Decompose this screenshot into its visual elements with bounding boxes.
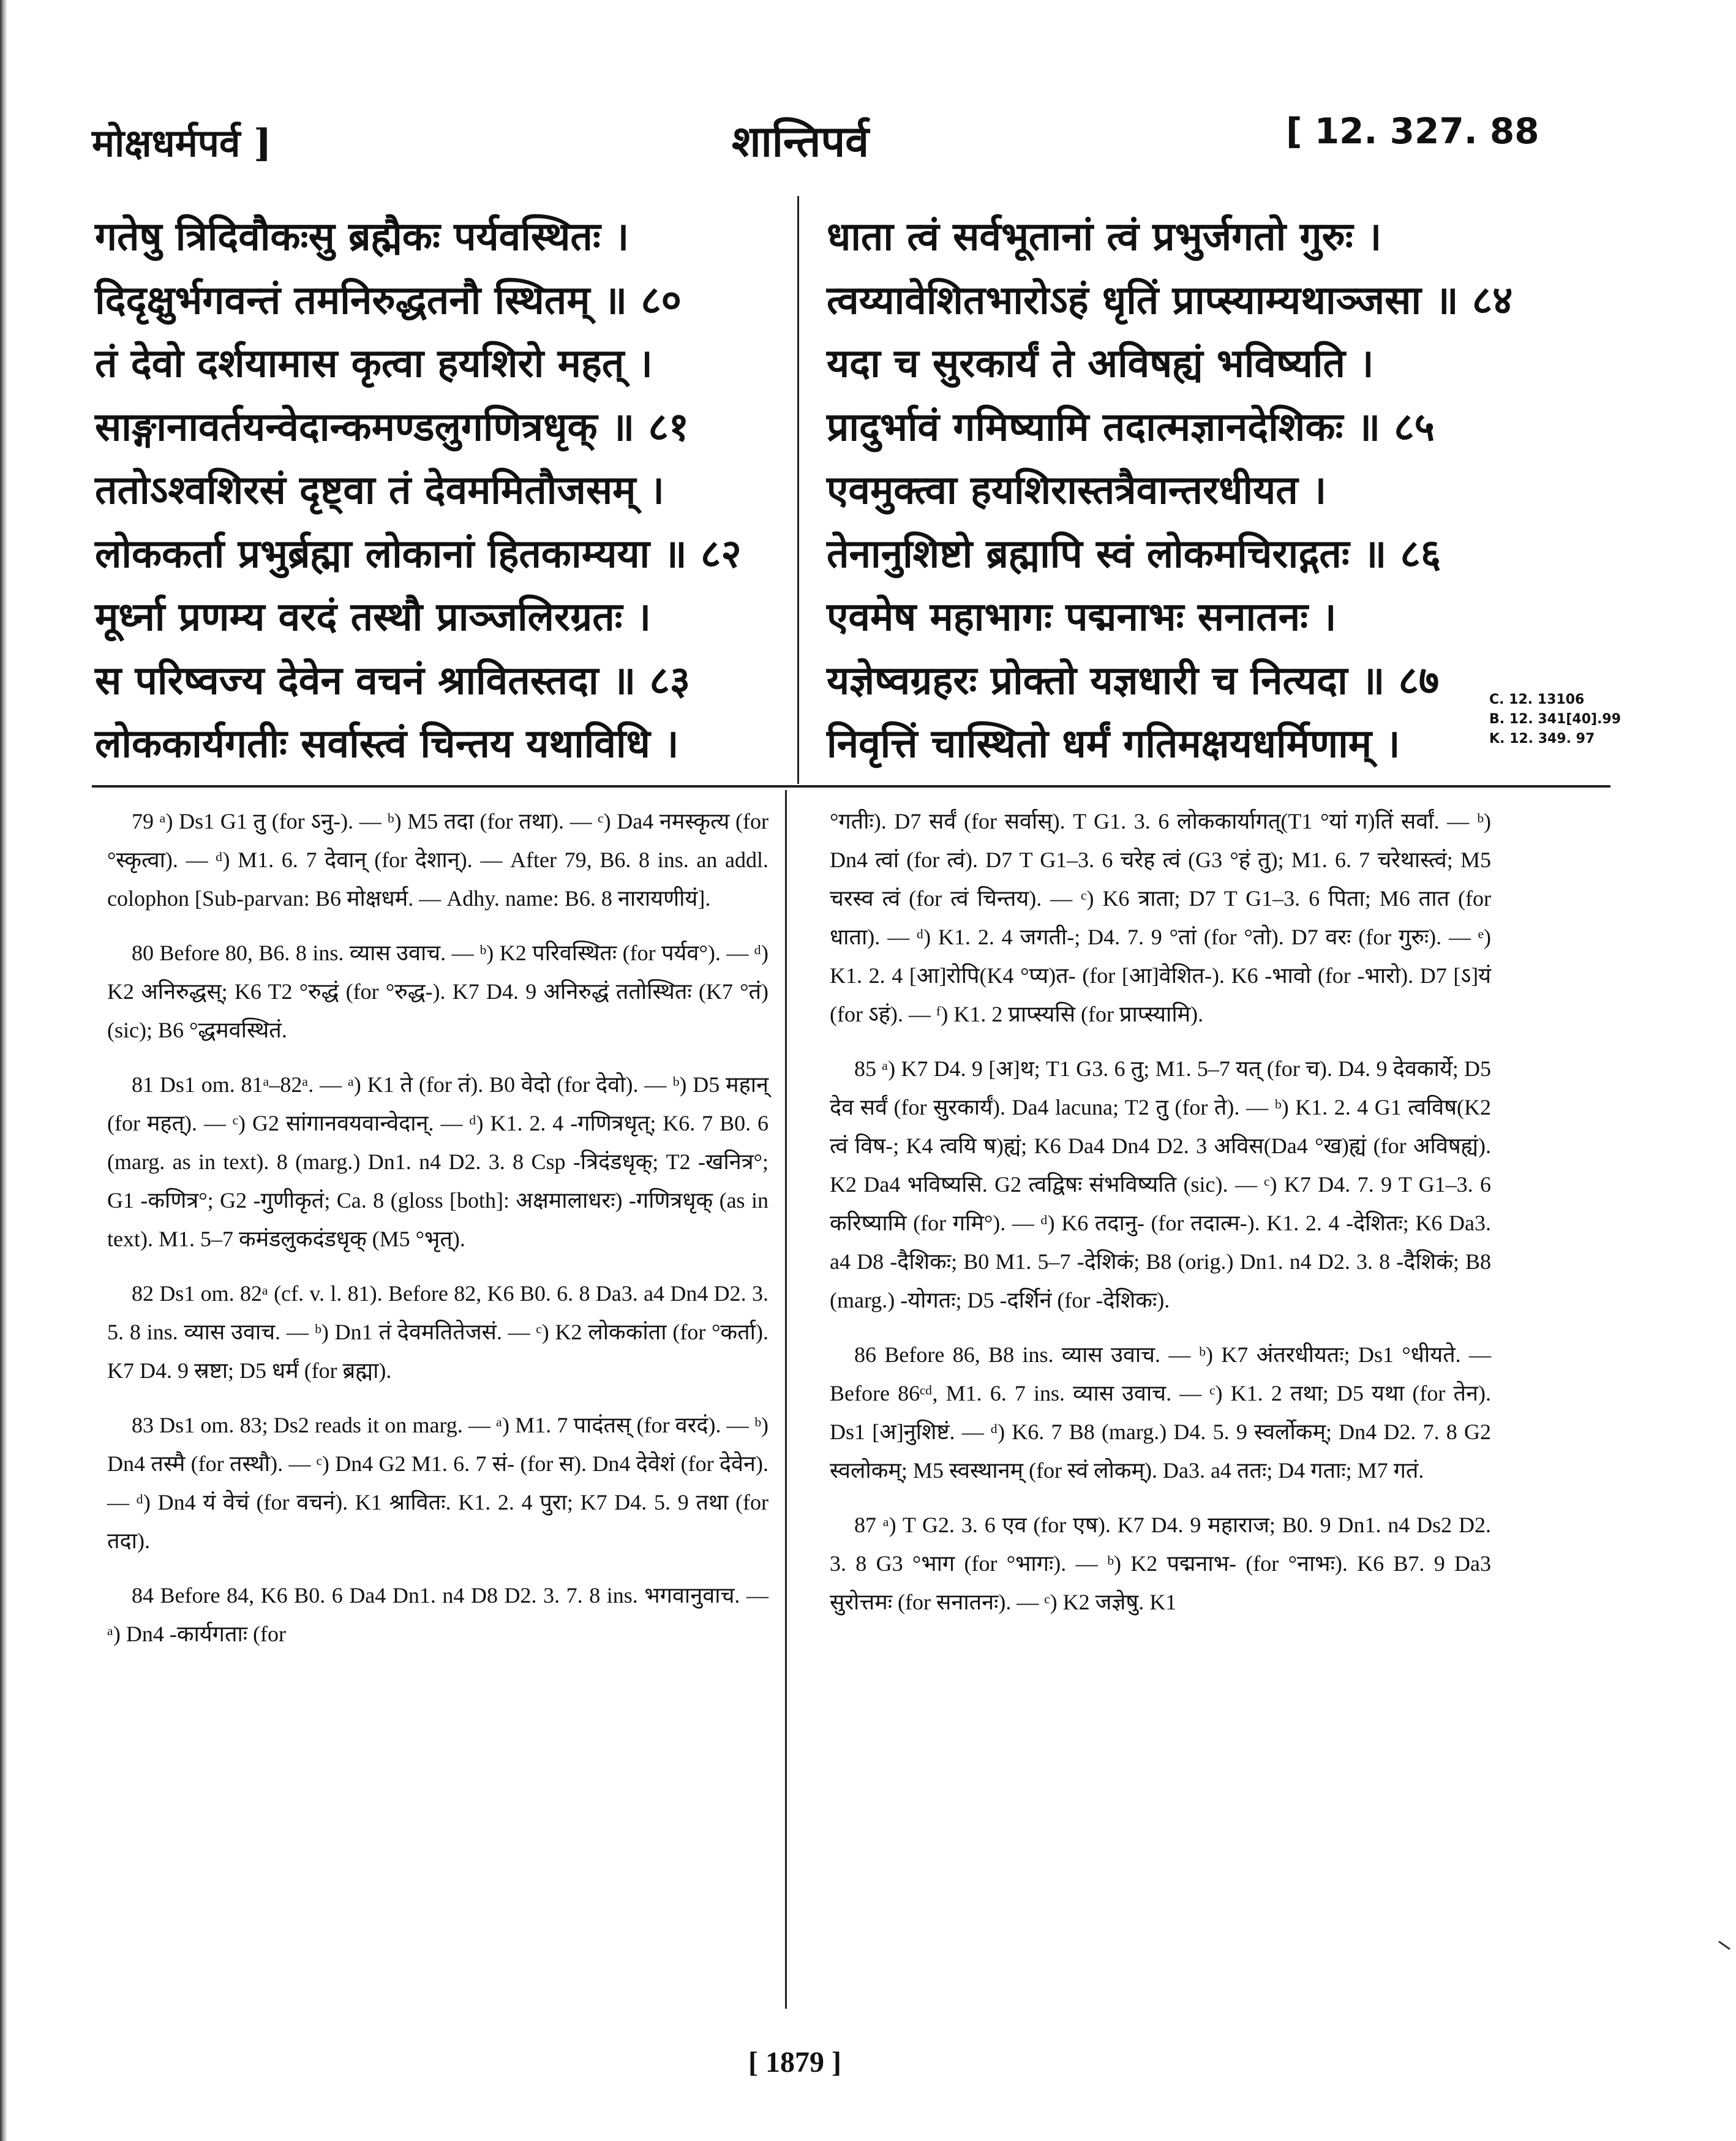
verse-line: गतेषु त्रिदिवौकःसु ब्रह्मैकः पर्यवस्थितः । [95, 214, 629, 260]
note-85: 85 ᵃ) K7 D4. 9 [अ]थ; T1 G3. 6 तु; M1. 5–7 यत् (for च). D4. 9 देवकार्ये; D5 देव सर्वं (for सुरकार्यं). Da4 lacuna; T2 तु (for ते). — ᵇ) K1. 2. 4 G1 त्वविष(K2 त्वं विष-; K4 त्वयि ष)ह्यं; K6 Da4 Dn4 D2. 3 अविस(Da4 °ख)ह्यं (for अविषह्यं). K2 Da4 भविष्यसि. G2 त्वद्विषः संभविष्यति (sic). — ᶜ) K7 D4. 7. 9 T G1–3. 6 करिष्यामि (for गमि°). — ᵈ) K6 तदानु- (for तदात्म-). K1. 2. 4 -देशितः; K6 Da3. a4 D8 -दैशिकः; B0 M1. 5–7 -देशिकं; B8 (orig.) Dn1. n4 D2. 3. 8 -दैशिकं; B8 (marg.) -योगतः; D5 -दर्शिनं (for -देशिकः). [830, 1056, 1491, 1312]
concordance-references [1489, 690, 1621, 749]
note-79: 79 ᵃ) Ds1 G1 तु (for ऽनु-). — ᵇ) M5 तदा (for तथा). — ᶜ) Da4 नमस्कृत्य (for °स्कृत्वा). — ᵈ) M1. 6. 7 देवान् (for देशान्). — After 79, B6. 8 ins. an addl. colophon [Sub-parvan: B6 मोक्षधर्म. — Adhy. name: B6. 8 नारायणीयं]. [107, 809, 768, 911]
verse-line: निवृत्तिं चास्थितो धर्मं गतिमक्षयधर्मिणाम् । [827, 721, 1400, 767]
verse-line: लोककर्ता प्रभुर्ब्रह्मा लोकानां हितकाम्यया ॥ ८२ [95, 530, 742, 577]
column-divider-top [797, 196, 799, 784]
verse-line: लोककार्यगतीः सर्वास्त्वं चिन्तय यथाविधि । [95, 721, 679, 767]
verse-column-right [827, 205, 1512, 776]
column-divider-bottom [785, 790, 787, 2009]
verse-line: यज्ञेष्वग्रहरः प्रोक्तो यज्ञधारी च नित्यदा ॥ ८७ [827, 657, 1440, 704]
verse-line: एवमेष महाभागः पद्मनाभः सनातनः । [827, 594, 1337, 640]
verse-line: त्वय्यावेशितभारोऽहं धृतिं प्राप्स्याम्यथाञ्जसा ॥ ८४ [827, 277, 1513, 323]
header-section-title: मोक्षधर्मपर्व ] [92, 121, 272, 165]
concordance-line: B. 12. 341[40].99 [1489, 712, 1621, 727]
verse-line: एवमुक्त्वा हयशिरास्तत्रैवान्तरधीयत । [827, 467, 1327, 513]
verse-line: धाता त्वं सर्वभूतानां त्वं प्रभुर्जगतो गुरुः । [827, 214, 1382, 260]
margin-mark [1718, 1941, 1730, 1950]
verse-line: तेनानुशिष्टो ब्रह्मापि स्वं लोकमचिराद्गतः ॥ ८६ [827, 530, 1441, 577]
critical-notes-left [107, 802, 768, 1669]
note-87: 87 ᵃ) T G2. 3. 6 एव (for एष). K7 D4. 9 महाराज; B0. 9 Dn1. n4 Ds2 D2. 3. 8 G3 °भाग (for °भागः). — ᵇ) K2 पद्मनाभ- (for °नाभः). K6 B7. 9 Da3 सुरोत्तमः (for सनातनः). — ᶜ) K2 जज्ञेषु. K1 [830, 1513, 1491, 1614]
verse-line: स परिष्वज्य देवेन वचनं श्रावितस्तदा ॥ ८३ [95, 657, 691, 704]
critical-notes-right [830, 802, 1491, 1638]
text-notes-divider [92, 785, 1610, 788]
page-number: [ 1879 ] [748, 2046, 841, 2079]
note-82: 82 Ds1 om. 82ᵃ (cf. v. l. 81). Before 82, K6 B0. 6. 8 Da3. a4 Dn4 D2. 3. 5. 8 ins. व्यास उवाच. — ᵇ) Dn1 तं देवमतितेजसं. — ᶜ) K2 लोककांता (for °कर्ता). K7 D4. 9 स्रष्टा; D5 धर्मं (for ब्रह्मा). [107, 1281, 768, 1383]
note-84-continued: °गतीः). D7 सर्वं (for सर्वास्). T G1. 3. 6 लोककार्यागत्(T1 °यां ग)तिं सर्वां. — ᵇ) Dn4 त्वां (for त्वं). D7 T G1–3. 6 चरेह त्वं (G3 °हं तु); M1. 6. 7 चरेथास्त्वं; M5 चरस्व त्वं (for त्वं चिन्तय). — ᶜ) K6 त्राता; D7 T G1–3. 6 पिता; M6 तात (for धाता). — ᵈ) K1. 2. 4 जगती-; D4. 7. 9 °तां (for °तो). D7 वरः (for गुरुः). — ᵉ) K1. 2. 4 [आ]रोपि(K4 °प्य)त- (for [आ]वेशित-). K6 -भावो (for -भारो). D7 [ऽ]यं (for ऽहं). — ᶠ) K1. 2 प्राप्स्यसि (for प्राप्स्यामि). [830, 809, 1491, 1026]
verse-column-left [95, 205, 742, 776]
note-80: 80 Before 80, B6. 8 ins. व्यास उवाच. — ᵇ) K2 परिवस्थितः (for पर्यव°). — ᵈ) K2 अनिरुद्धस्; K6 T2 °रुद्धं (for °रुद्ध-). K7 D4. 9 अनिरुद्धं ततोस्थितः (K7 °तं) (sic); B6 °द्धमवस्थितं. [107, 941, 768, 1042]
verse-line: मूर्ध्ना प्रणम्य वरदं तस्थौ प्राञ्जलिरग्रतः । [95, 594, 652, 640]
note-83: 83 Ds1 om. 83; Ds2 reads it on marg. — ᵃ) M1. 7 पादंतस् (for वरदं). — ᵇ) Dn4 तस्मै (for तस्थौ). — ᶜ) Dn4 G2 M1. 6. 7 सं- (for स). Dn4 देवेशं (for देवेन). — ᵈ) Dn4 यं वेचं (for वचनं). K1 श्रावितः. K1. 2. 4 पुरा; K7 D4. 5. 9 तथा (for तदा). [107, 1413, 768, 1553]
note-81: 81 Ds1 om. 81ᵃ–82ᵃ. — ᵃ) K1 ते (for तं). B0 वेदो (for देवो). — ᵇ) D5 महान् (for महत्). — ᶜ) G2 सांगानवयवान्वेदान्. — ᵈ) K1. 2. 4 -गणित्रधृत्; K6. 7 B0. 6 (marg. as in text). 8 (marg.) Dn1. n4 D2. 3. 8 Csp -त्रिदंडधृक्; T2 -खनित्र°; G1 -कणित्र°; G2 -गुणीकृतं; Ca. 8 (gloss [both]: अक्षमालाधरः) -गणित्रधृक् (as in text). M1. 5–7 कमंडलुकदंडधृक् (M5 °भृत्). [107, 1072, 768, 1251]
header-verse-reference: [ 12. 327. 88 [1286, 110, 1539, 152]
verse-line: प्रादुर्भावं गमिष्यामि तदात्मज्ञानदेशिकः ॥ ८५ [827, 404, 1435, 450]
verse-line: दिदृक्षुर्भगवन्तं तमनिरुद्धतनौ स्थितम् ॥ ८० [95, 277, 682, 323]
concordance-line: C. 12. 13106 [1489, 692, 1585, 707]
verse-line: यदा च सुरकार्यं ते अविषह्यं भविष्यति । [827, 341, 1374, 386]
note-86: 86 Before 86, B8 ins. व्यास उवाच. — ᵇ) K7 अंतरधीयतः; Ds1 °धीयते. — Before 86ᶜᵈ, M1. 6. 7 ins. व्यास उवाच. — ᶜ) K1. 2 तथा; D5 यथा (for तेन). Ds1 [अ]नुशिष्टं. — ᵈ) K6. 7 B8 (marg.) D4. 5. 9 स्वर्लोकम्; Dn4 D2. 7. 8 G2 स्वलोकम्; M5 स्वस्थानम् (for स्वं लोकम्). Da3. a4 ततः; D4 गताः; M7 गतं. [830, 1342, 1491, 1483]
concordance-line: K. 12. 349. 97 [1489, 731, 1595, 747]
verse-line: ततोऽश्वशिरसं दृष्ट्वा तं देवममितौजसम् । [95, 467, 664, 513]
verse-line: तं देवो दर्शयामास कृत्वा हयशिरो महत् । [95, 341, 653, 386]
scan-edge [0, 0, 7, 2141]
verse-line: साङ्गानावर्तयन्वेदान्कमण्डलुगणित्रधृक् ॥ ८१ [95, 404, 690, 450]
note-84: 84 Before 84, K6 B0. 6 Da4 Dn1. n4 D8 D2. 3. 7. 8 ins. भगवानुवाच. — ᵃ) Dn4 -कार्यगताः (for [107, 1583, 768, 1646]
header-parvan-title: शान्तिपर्व [732, 116, 869, 167]
